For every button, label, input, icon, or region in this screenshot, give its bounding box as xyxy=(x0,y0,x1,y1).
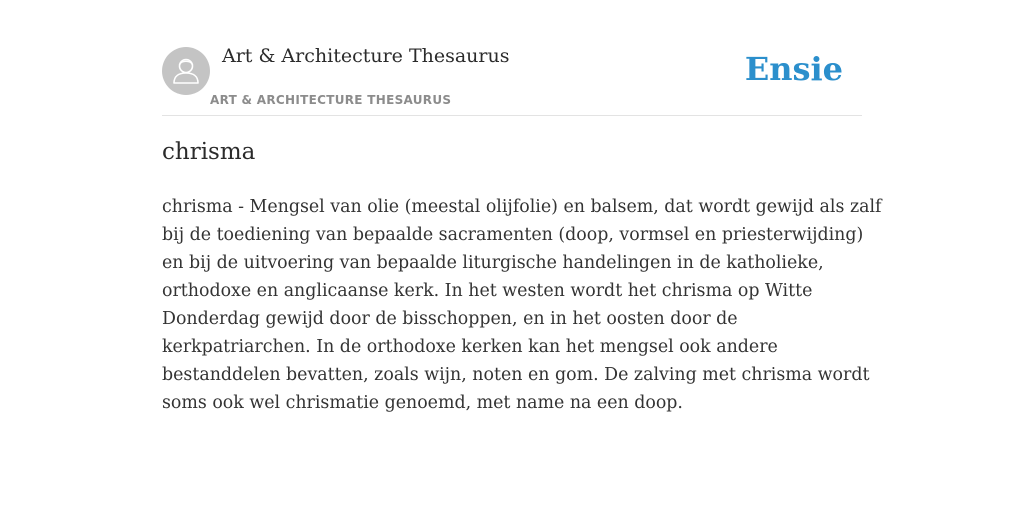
entry-title: chrisma xyxy=(162,139,256,165)
header-divider xyxy=(162,115,862,116)
user-icon xyxy=(162,47,210,95)
entry-definition xyxy=(162,193,882,417)
definition-line: bij de toediening van bepaalde sacramenten (doop, vormsel en priesterwijding) xyxy=(162,225,864,245)
author-avatar[interactable] xyxy=(162,47,210,95)
source-label[interactable]: ART & ARCHITECTURE THESAURUS xyxy=(210,93,452,107)
entry-card xyxy=(162,0,882,512)
definition-line: Donderdag gewijd door de bisschoppen, en in het oosten door de xyxy=(162,309,738,329)
definition-line: en bij de uitvoering van bepaalde liturgische handelingen in de katholieke, xyxy=(162,253,824,273)
brand-logo[interactable]: Ensie xyxy=(744,50,843,88)
definition-line: chrisma - Mengsel van olie (meestal olijfolie) en balsem, dat wordt gewijd als zalf xyxy=(162,197,882,217)
definition-line: kerkpatriarchen. In de orthodoxe kerken kan het mengsel ook andere xyxy=(162,337,778,357)
definition-line: orthodoxe en anglicaanse kerk. In het westen wordt het chrisma op Witte xyxy=(162,281,813,301)
definition-line: soms ook wel chrismatie genoemd, met name na een doop. xyxy=(162,393,683,413)
definition-line: bestanddelen bevatten, zoals wijn, noten en gom. De zalving met chrisma wordt xyxy=(162,365,870,385)
author-name[interactable]: Art & Architecture Thesaurus xyxy=(222,45,510,67)
